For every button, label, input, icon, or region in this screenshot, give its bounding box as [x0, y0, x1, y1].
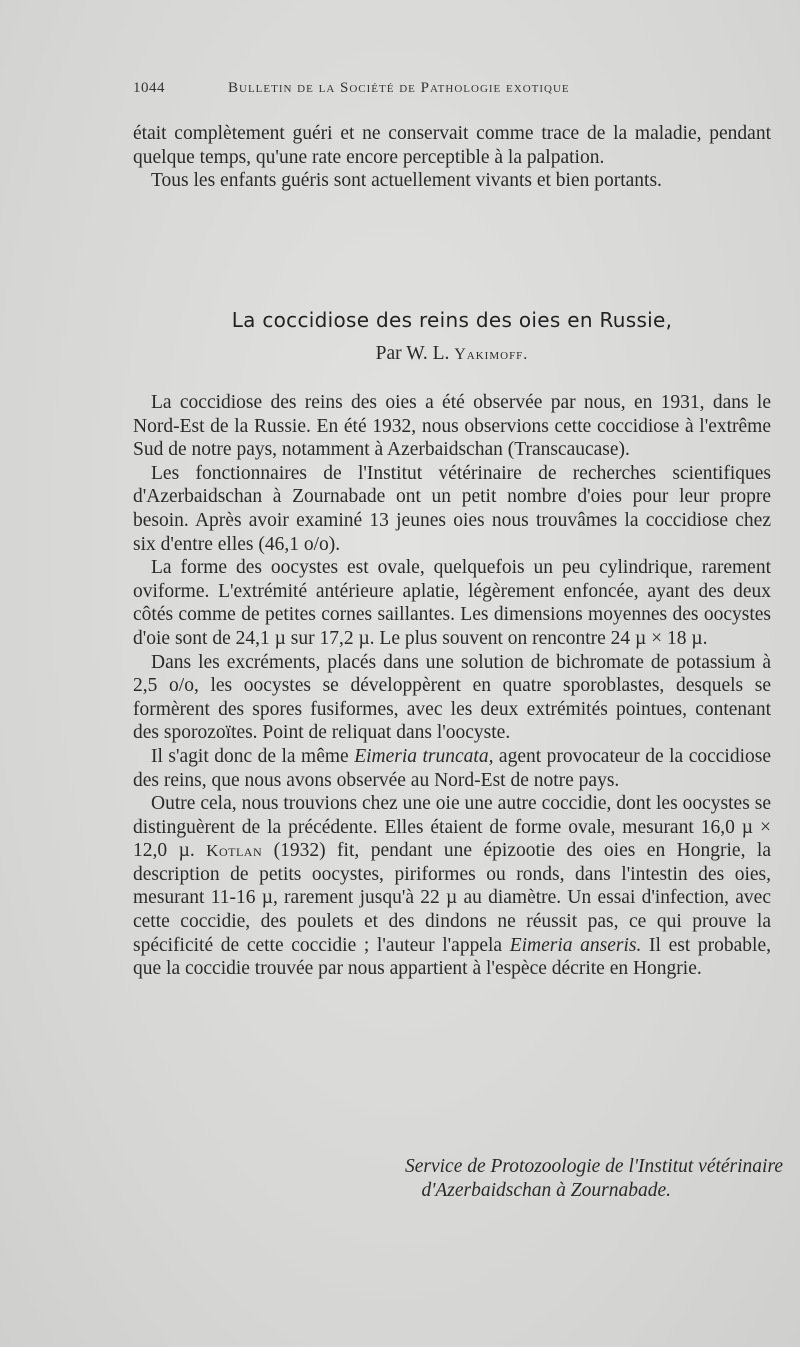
previous-article-ending [133, 122, 771, 193]
text-run: Il est probable, que la coccidie trouvée par nous appartient à l'espèce décrite en Hongrie. [133, 934, 771, 980]
species-name: Eimeria anseris. [509, 934, 642, 956]
author-initials: W. L. [406, 343, 450, 364]
signature-line: d'Azerbaidschan à Zournabade. [421, 1180, 671, 1201]
text-run: Il s'agit donc de la même [151, 745, 355, 767]
article-title: La coccidiose des reins des oies en Russie, [231, 308, 673, 332]
cited-author: Kotlan [206, 841, 263, 861]
species-name: Eimeria truncata, [354, 745, 494, 767]
author-prefix: Par [375, 343, 402, 364]
affiliation-signature [133, 1155, 783, 1203]
paragraph: Dans les excréments, placés dans une solution de bichromate de potassium à 2,5 o/o, les oocystes se développèrent en quatre sporoblastes, desquels se formèrent des spores fusiformes, avec les deux extrémités pointues, contenant des sporozoïtes. Point de reliquat dans l'oocyste. [133, 651, 771, 744]
paragraph [133, 792, 771, 981]
author-name: Yakimoff. [454, 346, 529, 363]
text-run: Outre cela, nous trouvions chez une oie une autre coccidie, dont les oocystes se distinguèrent de la précédente. Elles étaient de forme ovale, mesurant 16,0 µ × 12,0 µ. [133, 793, 771, 862]
paragraph: La forme des oocystes est ovale, quelquefois un peu cylindrique, rarement oviforme. L'extrémité antérieure aplatie, légèrement enfoncée, ayant des deux côtés comme de petites cornes saillantes. Les dimensions moyennes des oocystes d'oie sont de 24,1 µ sur 17,2 µ. Le plus souvent on rencontre 24 µ × 18 µ. [133, 557, 771, 649]
signature-line: Service de Protozoologie de l'Institut vétérinaire [404, 1156, 783, 1177]
paragraph: était complètement guéri et ne conservait comme trace de la maladie, pendant quelque temps, qu'une rate encore perceptible à la palpation. [133, 123, 771, 168]
paragraph: Les fonctionnaires de l'Institut vétérinaire de recherches scientifiques d'Azerbaidschan à Zournabade ont un petit nombre d'oies pour leur propre besoin. Après avoir examiné 13 jeunes oies nous trouvâmes la coccidiose chez six d'entre elles (46,1 o/o). [133, 462, 771, 555]
page-number: 1044 [133, 80, 165, 96]
paragraph: La coccidiose des reins des oies a été observée par nous, en 1931, dans le Nord-Est de la Russie. En été 1932, nous observions cette coccidiose à l'extrême Sud de notre pays, notamment à Azerbaidschan (Transcaucase). [133, 392, 771, 461]
running-title: Bulletin de la Société de Pathologie exotique [228, 80, 570, 96]
running-header [133, 80, 773, 97]
text-run: (1932) fit, pendant une épizootie des oies en Hongrie, la description de petits oocystes, piriformes ou ronds, dans l'intestin des oies, mesurant 11-16 µ, rarement jusqu'à 22 µ au diamètre. Un essai d'infection, avec cette coccidie, des poulets et des dindons ne réussit pas, ce qui prouve la spécificité de cette coccidie ; l'auteur l'appela [133, 840, 771, 956]
text-run: agent provocateur de la coccidiose des reins, que nous avons observée au Nord-Est de notre pays. [133, 745, 771, 791]
paragraph: Tous les enfants guéris sont actuellement vivants et bien portants. [151, 170, 662, 192]
article-body [133, 391, 771, 981]
article-author [133, 343, 771, 365]
paragraph [133, 745, 771, 792]
